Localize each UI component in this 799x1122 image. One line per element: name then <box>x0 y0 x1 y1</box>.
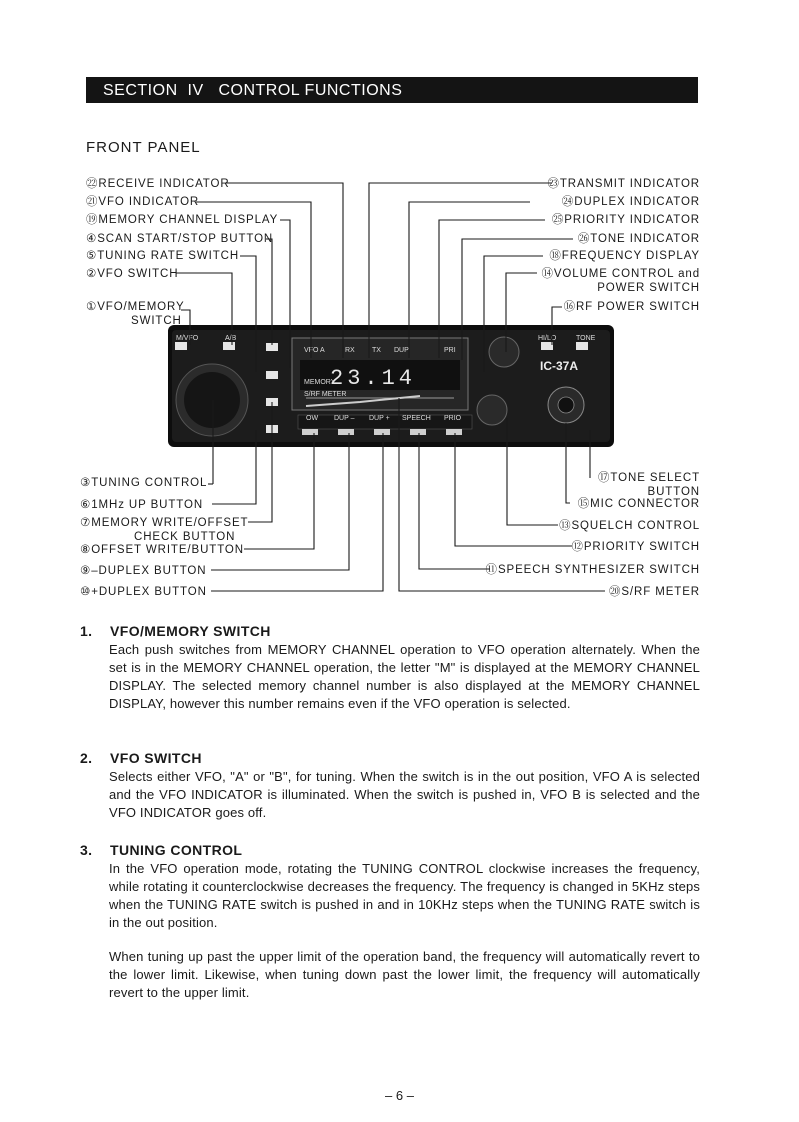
indicator-label: DUP <box>394 347 409 354</box>
callout-1mhz-up-button: ⑥1MHz UP BUTTON <box>80 499 204 511</box>
callout-transmit-indicator: ㉓TRANSMIT INDICATOR <box>547 178 700 190</box>
callout-vfo-indicator: ㉑VFO INDICATOR <box>86 196 200 208</box>
meter-label: S/RF METER <box>304 391 347 398</box>
callout-line: CHECK BUTTON <box>134 531 236 543</box>
callout-volume-control <box>541 267 700 295</box>
section-vfo-switch <box>80 749 700 836</box>
section-body <box>109 641 700 713</box>
section-title: CONTROL FUNCTIONS <box>218 82 403 99</box>
callout-tone-indicator: ㉖TONE INDICATOR <box>577 233 700 245</box>
callout-squelch-control: ⑬SQUELCH CONTROL <box>559 520 700 532</box>
callout-vfo-memory-switch <box>86 300 185 328</box>
callout-speech-synth-switch: ⑪SPEECH SYNTHESIZER SWITCH <box>485 564 700 576</box>
callout-tuning-control: ③TUNING CONTROL <box>80 477 208 489</box>
callout-mic-connector: ⑮MIC CONNECTOR <box>577 498 700 510</box>
section-number: 1. <box>80 623 93 639</box>
radio-btn-label: HI/LO <box>538 335 557 342</box>
callout-memory-write-button <box>80 516 248 544</box>
section-number: SECTION IV <box>103 82 204 99</box>
callout-duplex-indicator: ㉔DUPLEX INDICATOR <box>561 196 700 208</box>
paragraph: When tuning up past the upper limit of the operation band, the frequency will automatically revert to the lower limit. Likewise, when tuning down past the lower limit, the frequency will automatically revert to the upper limit. <box>109 949 700 1000</box>
section-body <box>109 860 700 1002</box>
section-vfo-memory-switch <box>80 622 700 727</box>
front-panel-heading: FRONT PANEL <box>86 139 201 156</box>
radio-btn-label: A/B <box>225 335 237 342</box>
section-heading <box>80 749 700 767</box>
callout-scan-button: ④SCAN START/STOP BUTTON <box>86 233 274 245</box>
section-title: VFO/MEMORY SWITCH <box>110 623 271 639</box>
model-name: IC-37A <box>540 359 579 373</box>
callout-priority-indicator: ㉕PRIORITY INDICATOR <box>551 214 700 226</box>
indicator-label: PRI <box>444 347 456 354</box>
section-tuning-control <box>80 841 700 1016</box>
callout-memory-channel-display: ⑲MEMORY CHANNEL DISPLAY <box>86 214 279 226</box>
callout-line: ⑦MEMORY WRITE/OFFSET <box>80 517 249 529</box>
section-title: TUNING CONTROL <box>110 842 243 858</box>
page-number: – 6 – <box>385 1088 414 1103</box>
section-number: 3. <box>80 842 93 858</box>
radio-btn-label: DUP + <box>369 415 390 422</box>
callout-frequency-display: ⑱FREQUENCY DISPLAY <box>549 250 700 262</box>
callout-line: ⑭VOLUME CONTROL and <box>541 268 700 280</box>
callout-line: ①VFO/MEMORY <box>86 301 185 313</box>
section-heading <box>80 841 700 859</box>
indicator-label: TX <box>372 347 381 354</box>
callout-receive-indicator: ㉒RECEIVE INDICATOR <box>86 178 230 190</box>
callout-line: POWER SWITCH <box>597 282 700 294</box>
callout-tuning-rate-switch: ⑤TUNING RATE SWITCH <box>86 250 240 262</box>
section-title: VFO SWITCH <box>110 750 202 766</box>
radio-btn-label: M/VFO <box>176 335 199 342</box>
callout-vfo-switch: ②VFO SWITCH <box>86 268 179 280</box>
volume-knob <box>489 337 519 367</box>
frequency-readout: 23.14 <box>330 366 417 391</box>
paragraph: In the VFO operation mode, rotating the TUNING CONTROL clockwise increases the frequency, while rotating it counterclockwise decreases the frequency. The frequency is changed in 5KHz steps when the TUNING RATE switch is pushed in and in 10KHz steps when the TUNING RATE switch is in the out position. <box>109 861 700 930</box>
radio-front-panel <box>168 325 614 447</box>
callout-s-rf-meter: ⑳S/RF METER <box>608 586 700 598</box>
section-body <box>109 768 700 822</box>
squelch-knob <box>477 395 507 425</box>
radio-btn-label: TONE <box>576 335 596 342</box>
paragraph: Selects either VFO, "A" or "B", for tuning. When the switch is in the out position, VFO A is selected and the VFO INDICATOR is illuminated. When the switch is pushed in, VFO B is selected and the VFO INDICATOR goes off. <box>109 769 700 820</box>
callout-offset-write-button: ⑧OFFSET WRITE/BUTTON <box>80 544 244 556</box>
memory-label: MEMORY <box>304 379 336 386</box>
callout-rf-power-switch: ⑯RF POWER SWITCH <box>563 301 700 313</box>
paragraph: Each push switches from MEMORY CHANNEL operation to VFO operation alternately. When the set is in the MEMORY CHANNEL operation, the letter "M" is displayed at the MEMORY CHANNEL DISPLAY. The selected memory channel number is also displayed at the MEMORY CHANNEL DISPLAY, however this number remains even if the VFO operation is selected. <box>109 642 700 711</box>
callout-line: BUTTON <box>647 486 700 498</box>
radio-btn-label: OW <box>306 415 319 422</box>
callout-plus-duplex-button: ⑩+DUPLEX BUTTON <box>80 586 207 598</box>
indicator-label: RX <box>345 347 355 354</box>
radio-btn-label: DUP – <box>334 415 355 422</box>
radio-btn-label: PRIO <box>444 415 462 422</box>
section-heading <box>80 622 700 640</box>
callout-minus-duplex-button: ⑨–DUPLEX BUTTON <box>80 565 207 577</box>
section-number: 2. <box>80 750 93 766</box>
callout-line: SWITCH <box>131 315 182 327</box>
callout-line: ⑰TONE SELECT <box>598 472 700 484</box>
indicator-label: VFO A <box>304 347 325 354</box>
callout-tone-select-button <box>598 471 700 499</box>
callout-priority-switch: ⑫PRIORITY SWITCH <box>571 541 700 553</box>
radio-btn-label: SPEECH <box>402 415 431 422</box>
